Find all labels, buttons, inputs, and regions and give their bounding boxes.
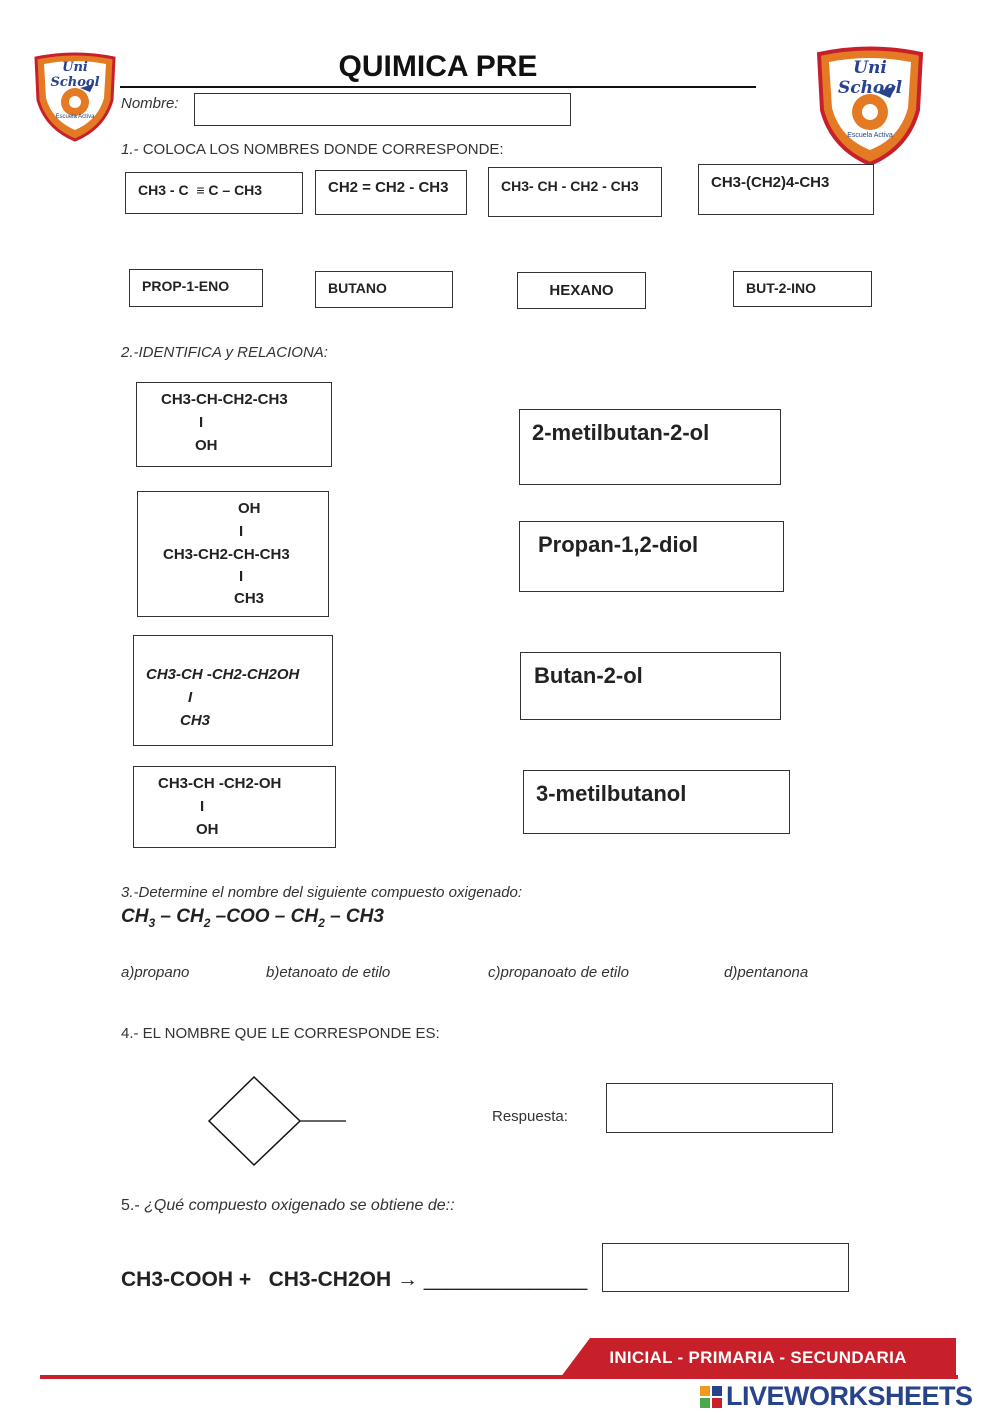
q3-option-a[interactable]: a)propano bbox=[121, 964, 190, 981]
formula-part: – CH bbox=[155, 906, 204, 927]
draggable-name-3[interactable] bbox=[517, 272, 646, 309]
title-underline bbox=[120, 86, 756, 88]
match-name-text: 2-metilbutan-2-ol bbox=[532, 420, 710, 445]
match-name-text: 3-metilbutanol bbox=[536, 781, 687, 806]
match-name-box-3[interactable] bbox=[520, 652, 781, 720]
structure-box-1[interactable] bbox=[136, 382, 332, 467]
structure-line: CH3-CH -CH2-CH2OH bbox=[146, 666, 300, 683]
structure-line: I bbox=[188, 689, 193, 706]
formula-text: CH2 = CH2 - CH3 bbox=[328, 179, 449, 196]
structure-line: I bbox=[200, 798, 205, 815]
liveworksheets-logo bbox=[700, 1380, 996, 1412]
formula-subscript: 3 bbox=[148, 915, 156, 930]
draggable-name-2[interactable] bbox=[315, 271, 453, 308]
structure-line: I bbox=[239, 568, 244, 585]
q4-prompt: 4.- EL NOMBRE QUE LE CORRESPONDE ES: bbox=[121, 1025, 440, 1042]
q4-answer-input[interactable] bbox=[606, 1083, 833, 1133]
methylcyclobutane-diagram bbox=[200, 1070, 360, 1174]
structure-line: CH3-CH-CH2-CH3 bbox=[161, 391, 288, 408]
q5-prompt-text: ¿Qué compuesto oxigenado se obtiene de:: bbox=[144, 1197, 455, 1214]
structure-line: I bbox=[239, 523, 244, 540]
q3-option-b[interactable]: b)etanoato de etilo bbox=[266, 964, 391, 981]
ring-bonds bbox=[209, 1077, 300, 1165]
name-text: BUTANO bbox=[328, 280, 387, 296]
formula-text: CH3- CH - CH2 - CH3 bbox=[501, 178, 639, 194]
structure-line: OH bbox=[238, 500, 261, 517]
q5-answer-input[interactable] bbox=[602, 1243, 849, 1292]
q5-reaction bbox=[121, 1268, 587, 1292]
formula-subscript: 2 bbox=[318, 915, 325, 930]
formula-text: CH3 - C ≡ C – CH3 bbox=[138, 182, 263, 198]
match-name-box-1[interactable] bbox=[519, 409, 781, 485]
q3-prompt: 3.-Determine el nombre del siguiente compuesto oxigenado: bbox=[121, 884, 523, 901]
q1-prompt-number: 1.- bbox=[121, 141, 139, 158]
q4-answer-label: Respuesta: bbox=[492, 1108, 568, 1125]
formula-part: CH bbox=[121, 906, 149, 927]
structure-box-2[interactable] bbox=[137, 491, 329, 617]
formula-part: –COO – CH bbox=[210, 906, 319, 927]
logo-subtext: Escuela Activa bbox=[55, 114, 95, 120]
q1-prompt-text: COLOCA LOS NOMBRES DONDE CORRESPONDE: bbox=[142, 141, 504, 158]
match-name-box-4[interactable] bbox=[523, 770, 790, 834]
liveworksheets-icon bbox=[700, 1386, 722, 1408]
structure-box-3[interactable] bbox=[133, 635, 333, 746]
formula-part: – CH3 bbox=[324, 906, 384, 927]
structure-line: CH3 bbox=[180, 712, 211, 729]
structure-line: OH bbox=[195, 437, 218, 454]
reaction-text: CH3-COOH + CH3-CH2OH bbox=[121, 1268, 392, 1291]
q1-prompt bbox=[121, 141, 504, 158]
structure-line: CH3 bbox=[234, 590, 265, 607]
page-title: QUIMICA PRE bbox=[338, 50, 538, 83]
draggable-name-1[interactable] bbox=[129, 269, 263, 307]
formula-text: CH3-(CH2)4-CH3 bbox=[711, 174, 830, 191]
q5-prompt bbox=[121, 1197, 455, 1215]
name-input[interactable] bbox=[194, 93, 571, 126]
structure-line: CH3-CH -CH2-OH bbox=[158, 775, 282, 792]
answer-blank: ______________ bbox=[423, 1268, 588, 1291]
draggable-name-4[interactable] bbox=[733, 271, 872, 307]
structure-line: OH bbox=[196, 821, 219, 838]
q3-option-c[interactable]: c)propanoato de etilo bbox=[488, 964, 629, 981]
match-name-text: Propan-1,2-diol bbox=[538, 532, 699, 557]
logo-text: Uni School bbox=[50, 60, 100, 90]
school-logo-right bbox=[814, 46, 926, 166]
structure-line: CH3-CH2-CH-CH3 bbox=[163, 546, 290, 563]
formula-box-4[interactable] bbox=[698, 164, 874, 215]
formula-box-2[interactable] bbox=[315, 170, 467, 215]
logo-text: Uni School bbox=[837, 58, 903, 98]
structure-line: I bbox=[199, 414, 204, 431]
school-logo-left bbox=[32, 52, 118, 142]
match-name-text: Butan-2-ol bbox=[534, 663, 643, 688]
q3-option-d[interactable]: d)pentanona bbox=[724, 964, 809, 981]
footer-levels: INICIAL - PRIMARIA - SECUNDARIA bbox=[609, 1348, 907, 1367]
arrow-icon: → bbox=[396, 1268, 418, 1291]
q5-prompt-number: 5.- bbox=[121, 1197, 145, 1214]
formula-box-1[interactable] bbox=[125, 172, 303, 214]
q2-prompt: 2.-IDENTIFICA y RELACIONA: bbox=[121, 344, 328, 361]
q3-formula bbox=[121, 906, 384, 930]
logo-subtext: Escuela Activa bbox=[847, 132, 893, 139]
brand-text: LIVEWORKSHEETS bbox=[726, 1381, 973, 1411]
name-text: HEXANO bbox=[549, 282, 614, 299]
name-label: Nombre: bbox=[121, 95, 179, 112]
formula-box-3[interactable] bbox=[488, 167, 662, 217]
name-text: BUT-2-INO bbox=[746, 280, 816, 296]
match-name-box-2[interactable] bbox=[519, 521, 784, 592]
name-text: PROP-1-ENO bbox=[142, 278, 230, 294]
structure-box-4[interactable] bbox=[133, 766, 336, 848]
formula-subscript: 2 bbox=[203, 915, 211, 930]
